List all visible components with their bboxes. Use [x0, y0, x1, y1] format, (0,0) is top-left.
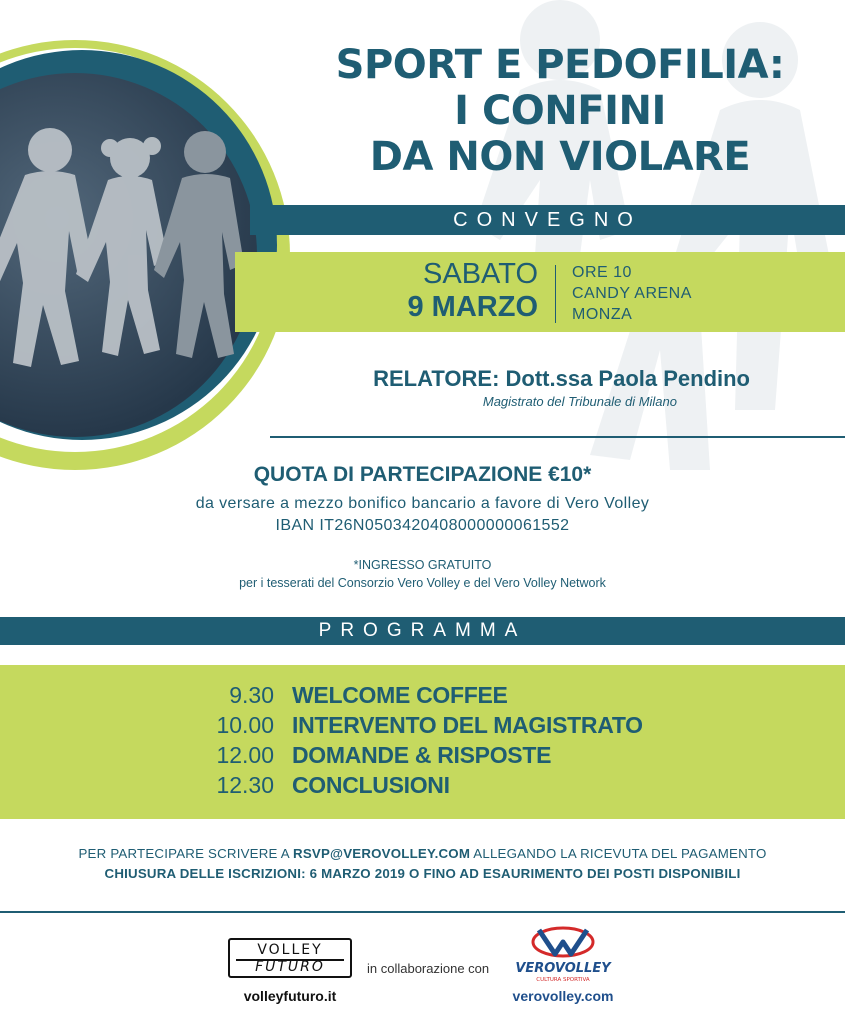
free-note-line-2: per i tesserati del Consorzio Vero Volley e del Vero Volley Network [239, 576, 606, 590]
program-time: 12.00 [216, 742, 274, 768]
list-item [190, 710, 750, 740]
volleyfuturo-link[interactable]: volleyfuturo.it [243, 988, 337, 1004]
divider [270, 436, 845, 438]
rsvp-suffix: ALLEGANDO LA RICEVUTA DEL PAGAMENTO [470, 846, 767, 861]
program-time: 12.30 [216, 772, 274, 798]
event-date: 9 MARZO [407, 291, 538, 323]
quota-description [0, 493, 845, 537]
event-info [572, 262, 692, 325]
rsvp-email-link[interactable]: RSVP@VEROVOLLEY.COM [293, 846, 471, 861]
rsvp-prefix: PER PARTECIPARE SCRIVERE A [78, 846, 294, 861]
event-city: MONZA [572, 306, 633, 323]
event-time: ORE 10 [572, 264, 632, 281]
collaboration-text: in collaborazione con [367, 961, 490, 976]
program-title: CONCLUSIONI [292, 772, 450, 798]
iban: IBAN IT26N0503420408000000061552 [275, 517, 570, 534]
list-item [190, 770, 750, 800]
svg-text:CULTURA SPORTIVA: CULTURA SPORTIVA [536, 977, 590, 983]
title-line-2: I CONFINI [454, 88, 666, 134]
program-list [190, 680, 750, 800]
event-venue: CANDY ARENA [572, 285, 692, 302]
event-title [290, 42, 830, 180]
program-title: WELCOME COFFEE [292, 682, 508, 708]
speaker-name: RELATORE: Dott.ssa Paola Pendino [373, 366, 750, 391]
vero-volley-logo [505, 924, 621, 984]
programma-label: PROGRAMMA [318, 620, 527, 641]
quota-line-1: da versare a mezzo bonifico bancario a favore di Vero Volley [195, 495, 650, 512]
program-title: INTERVENTO DEL MAGISTRATO [292, 712, 643, 738]
free-note-line-1: *INGRESSO GRATUITO [353, 558, 492, 572]
date-divider [555, 265, 556, 323]
divider [0, 911, 845, 913]
registration-closing: CHIUSURA DELLE ISCRIZIONI: 6 MARZO 2019 O FINO AD ESAURIMENTO DEI POSTI DISPONIBILI [104, 866, 741, 881]
quota-title: QUOTA DI PARTECIPAZIONE €10* [253, 463, 592, 486]
list-item [190, 680, 750, 710]
rsvp-line [0, 846, 845, 861]
date-band [235, 252, 845, 332]
program-time: 10.00 [216, 712, 274, 738]
volley-futuro-logo: VOLLEY FUTURO [228, 938, 352, 978]
program-title: DOMANDE & RISPOSTE [292, 742, 552, 768]
program-time: 9.30 [229, 682, 274, 708]
list-item [190, 740, 750, 770]
free-entry-note [0, 556, 845, 592]
title-line-3: DA NON VIOLARE [369, 134, 751, 180]
event-day: SABATO [423, 258, 538, 290]
svg-text:VEROVOLLEY: VEROVOLLEY [515, 961, 611, 976]
title-line-1: SPORT E PEDOFILIA: [335, 42, 785, 88]
convegno-label: CONVEGNO [453, 209, 642, 231]
verovolley-link[interactable]: verovolley.com [512, 988, 614, 1004]
speaker-role: Magistrato del Tribunale di Milano [482, 394, 677, 409]
